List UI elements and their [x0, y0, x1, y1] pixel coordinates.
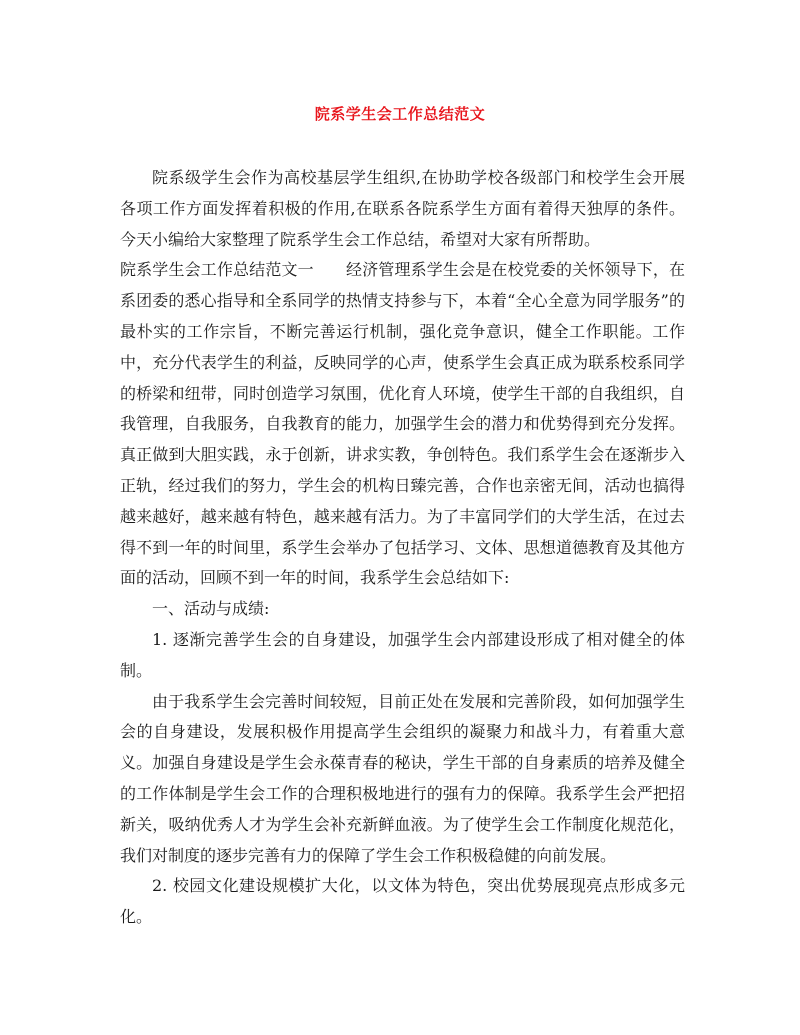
document-body	[120, 163, 685, 933]
paragraph-sample-one: 院系学生会工作总结范文一 经济管理系学生会是在校党委的关怀领导下，在系团委的悉心指导和全系同学的热情支持参与下，本着“全心全意为同学服务”的最朴实的工作宗旨，不断完善运行机制，强化竞争意识，健全工作职能。工作中，充分代表学生的利益，反映同学的心声，使系学生会真正成为联系校系同学的桥梁和纽带，同时创造学习氛围，优化育人环境，使学生干部的自我组织，自我管理，自我服务，自我教育的能力，加强学生会的潜力和优势得到充分发挥。真正做到大胆实践，永于创新，讲求实教，争创特色。我们系学生会在逐渐步入正轨，经过我们的努力，学生会的机构日臻完善，合作也亲密无间，活动也搞得越来越好，越来越有特色，越来越有活力。为了丰富同学们的大学生活，在过去得不到一年的时间里，系学生会举办了包括学习、文体、思想道德教育及其他方面的活动，回顾不到一年的时间，我系学生会总结如下:	[120, 260, 685, 588]
paragraph-item-one-detail: 由于我系学生会完善时间较短，目前正处在发展和完善阶段，如何加强学生会的自身建设，发展积极作用提高学生会组织的凝聚力和战斗力，有着重大意义。加强自身建设是学生会永葆青春的秘诀，学生干部的自身素质的培养及健全的工作体制是学生会工作的合理积极地进行的强有力的保障。我系学生会严把招新关，吸纳优秀人才为学生会补充新鲜血液。为了使学生会工作制度化规范化，我们对制度的逐步完善有力的保障了学生会工作积极稳健的向前发展。	[120, 691, 685, 865]
paragraph-section-heading: 一、活动与成绩:	[152, 599, 270, 619]
document-title: 院系学生会工作总结范文	[314, 105, 486, 123]
paragraph-intro: 院系级学生会作为高校基层学生组织,在协助学校各级部门和校学生会开展各项工作方面发挥着积极的作用,在联系各院系学生方面有着得天独厚的条件。今天小编给大家整理了院系学生会工作总结，希望对大家有所帮助。	[120, 168, 685, 249]
paragraph-item-one: 1. 逐渐完善学生会的自身建设，加强学生会内部建设形成了相对健全的体制。	[120, 629, 685, 680]
paragraph-item-two: 2. 校园文化建设规模扩大化，以文体为特色，突出优势展现亮点形成多元化。	[120, 876, 685, 927]
